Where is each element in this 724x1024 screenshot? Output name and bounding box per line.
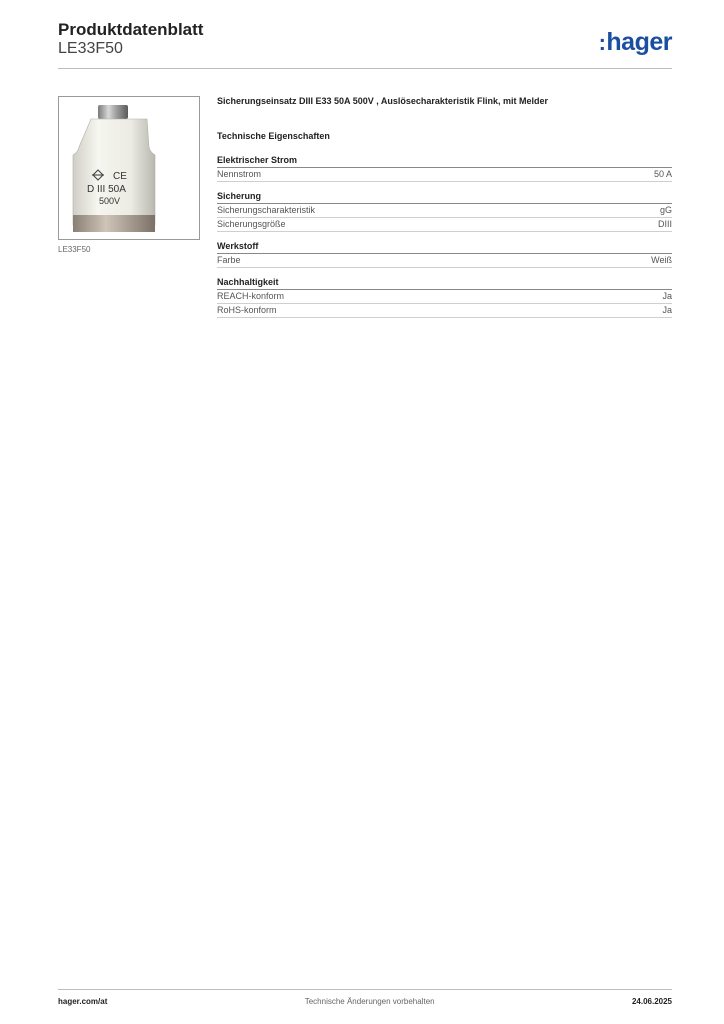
fuse-illustration <box>59 97 199 239</box>
group-title: Elektrischer Strom <box>217 155 672 168</box>
group-title: Nachhaltigkeit <box>217 277 672 290</box>
hager-logo: :hager <box>598 28 672 56</box>
property-row <box>217 304 672 318</box>
svg-text:CE: CE <box>113 171 127 182</box>
footer-divider <box>58 989 672 990</box>
property-label: Sicherungscharakteristik <box>217 205 316 215</box>
svg-text:500V: 500V <box>99 196 121 206</box>
property-label: Farbe <box>217 255 241 265</box>
group-electric-current <box>217 155 672 182</box>
main-content <box>217 96 672 327</box>
footer <box>58 997 672 1006</box>
property-label: REACH-konform <box>217 291 285 301</box>
property-value: Weiß <box>651 255 672 265</box>
property-row <box>217 168 672 182</box>
group-title: Sicherung <box>217 191 672 204</box>
footer-website-link[interactable]: hager.com/at <box>58 997 108 1006</box>
property-row <box>217 218 672 232</box>
footer-date: 24.06.2025 <box>631 997 672 1006</box>
svg-text:D III 50A: D III 50A <box>87 184 126 195</box>
page-title: Produktdatenblatt <box>58 20 204 39</box>
property-value: Ja <box>662 291 672 301</box>
group-fuse <box>217 191 672 232</box>
property-row <box>217 204 672 218</box>
product-title: Sicherungseinsatz DIII E33 50A 500V , Auslösecharakteristik Flink, mit Melder <box>217 96 548 106</box>
header-divider <box>58 68 672 69</box>
property-value: DIII <box>657 219 672 229</box>
group-title: Werkstoff <box>217 241 672 254</box>
property-label: RoHS-konform <box>217 305 277 315</box>
product-image <box>58 96 200 240</box>
group-material <box>217 241 672 268</box>
property-label: Nennstrom <box>217 169 262 179</box>
property-value: Ja <box>662 305 672 315</box>
property-value: gG <box>659 205 672 215</box>
property-label: Sicherungsgröße <box>217 219 286 229</box>
property-row <box>217 290 672 304</box>
group-sustainability <box>217 277 672 318</box>
image-caption: LE33F50 <box>58 245 91 254</box>
section-title: Technische Eigenschaften <box>217 131 330 141</box>
product-code: LE33F50 <box>58 40 123 57</box>
property-row <box>217 254 672 268</box>
footer-disclaimer: Technische Änderungen vorbehalten <box>304 997 435 1006</box>
property-value: 50 A <box>653 169 672 179</box>
